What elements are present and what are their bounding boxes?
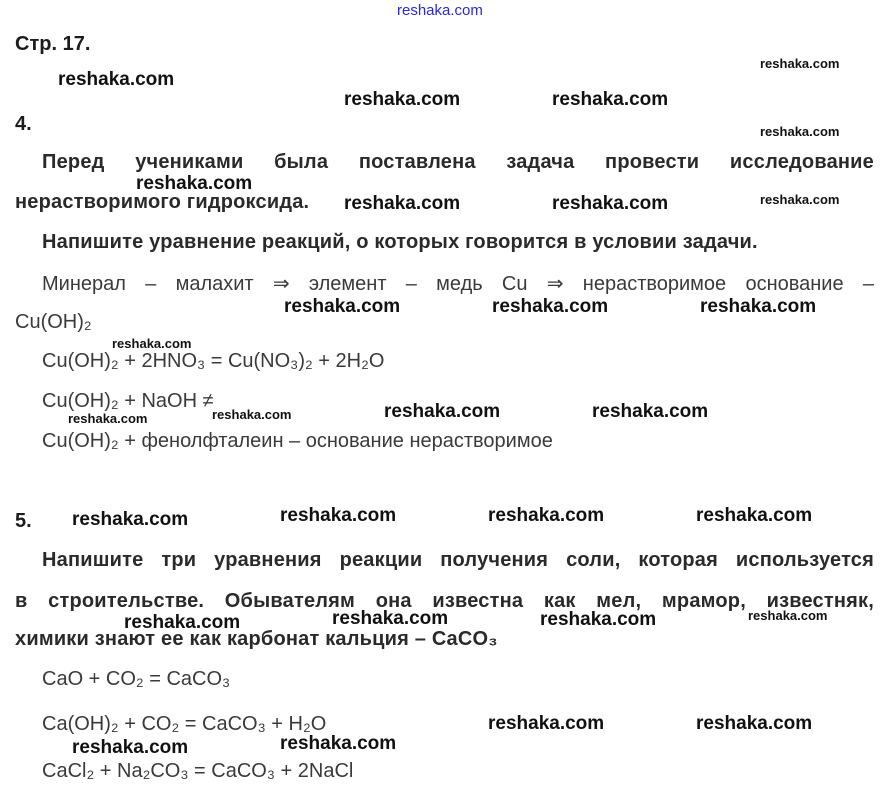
- task-5-equation-3: CaCl₂ + Na₂CO₃ = CaCO₃ + 2NaCl: [42, 760, 354, 782]
- watermark: reshaka.com: [124, 612, 241, 633]
- task-4-problem-line-1: Перед учениками была поставлена задача провести исследование: [42, 151, 874, 173]
- task-4-answer-line-1: Минерал – малахит ⇒ элемент – медь Cu ⇒ нерастворимое основание –: [42, 273, 874, 295]
- watermark: reshaka.com: [344, 193, 461, 214]
- watermark: reshaka.com: [592, 401, 709, 422]
- watermark: reshaka.com: [284, 296, 401, 317]
- watermark: reshaka.com: [280, 505, 397, 526]
- watermark: reshaka.com: [552, 193, 669, 214]
- task-5-equation-2: Ca(OH)₂ + CO₂ = CaCO₃ + H₂O: [42, 713, 327, 735]
- watermark: reshaka.com: [212, 407, 292, 422]
- watermark: reshaka.com: [72, 509, 189, 530]
- watermark: reshaka.com: [68, 411, 148, 426]
- task-5-number: 5.: [15, 510, 32, 532]
- task-4-equation-2: Cu(OH)₂ + NaOH ≠: [42, 390, 214, 412]
- watermark: reshaka.com: [552, 89, 669, 110]
- task-5-problem-line-3: химики знают ее как карбонат кальция – CaCO₃: [15, 628, 498, 650]
- watermark: reshaka.com: [760, 56, 840, 71]
- watermark: reshaka.com: [488, 505, 605, 526]
- watermark: reshaka.com: [760, 124, 840, 139]
- watermark: reshaka.com: [58, 69, 175, 90]
- task-4-question: Напишите уравнение реакций, о которых говорится в условии задачи.: [42, 231, 758, 253]
- watermark: reshaka.com: [280, 733, 397, 754]
- page-label: Стр. 17.: [15, 33, 91, 55]
- watermark: reshaka.com: [700, 296, 817, 317]
- top-watermark: reshaka.com: [397, 2, 483, 19]
- watermark: reshaka.com: [540, 609, 657, 630]
- watermark: reshaka.com: [384, 401, 501, 422]
- watermark: reshaka.com: [488, 713, 605, 734]
- watermark: reshaka.com: [112, 336, 192, 351]
- watermark: reshaka.com: [696, 713, 813, 734]
- watermark: reshaka.com: [332, 608, 449, 629]
- watermark: reshaka.com: [344, 89, 461, 110]
- watermark: reshaka.com: [72, 737, 189, 758]
- task-4-equation-3: Cu(OH)₂ + фенолфталеин – основание нерастворимое: [42, 430, 553, 452]
- task-4-equation-1: Cu(OH)₂ + 2HNO₃ = Cu(NO₃)₂ + 2H₂O: [42, 350, 385, 372]
- watermark: reshaka.com: [696, 505, 813, 526]
- task-4-problem-line-2: нерастворимого гидроксида.: [15, 191, 310, 213]
- task-4-number: 4.: [15, 113, 32, 135]
- watermark: reshaka.com: [136, 173, 253, 194]
- watermark: reshaka.com: [748, 608, 828, 623]
- task-5-equation-1: CaO + CO₂ = CaCO₃: [42, 668, 231, 690]
- task-4-answer-line-2: Cu(OH)₂: [15, 311, 92, 333]
- watermark: reshaka.com: [760, 192, 840, 207]
- task-5-problem-line-2: в строительстве. Обывателям она известна как мел, мрамор, известняк,: [15, 590, 874, 612]
- task-5-problem-line-1: Напишите три уравнения реакции получения соли, которая используется: [42, 549, 874, 571]
- watermark: reshaka.com: [492, 296, 609, 317]
